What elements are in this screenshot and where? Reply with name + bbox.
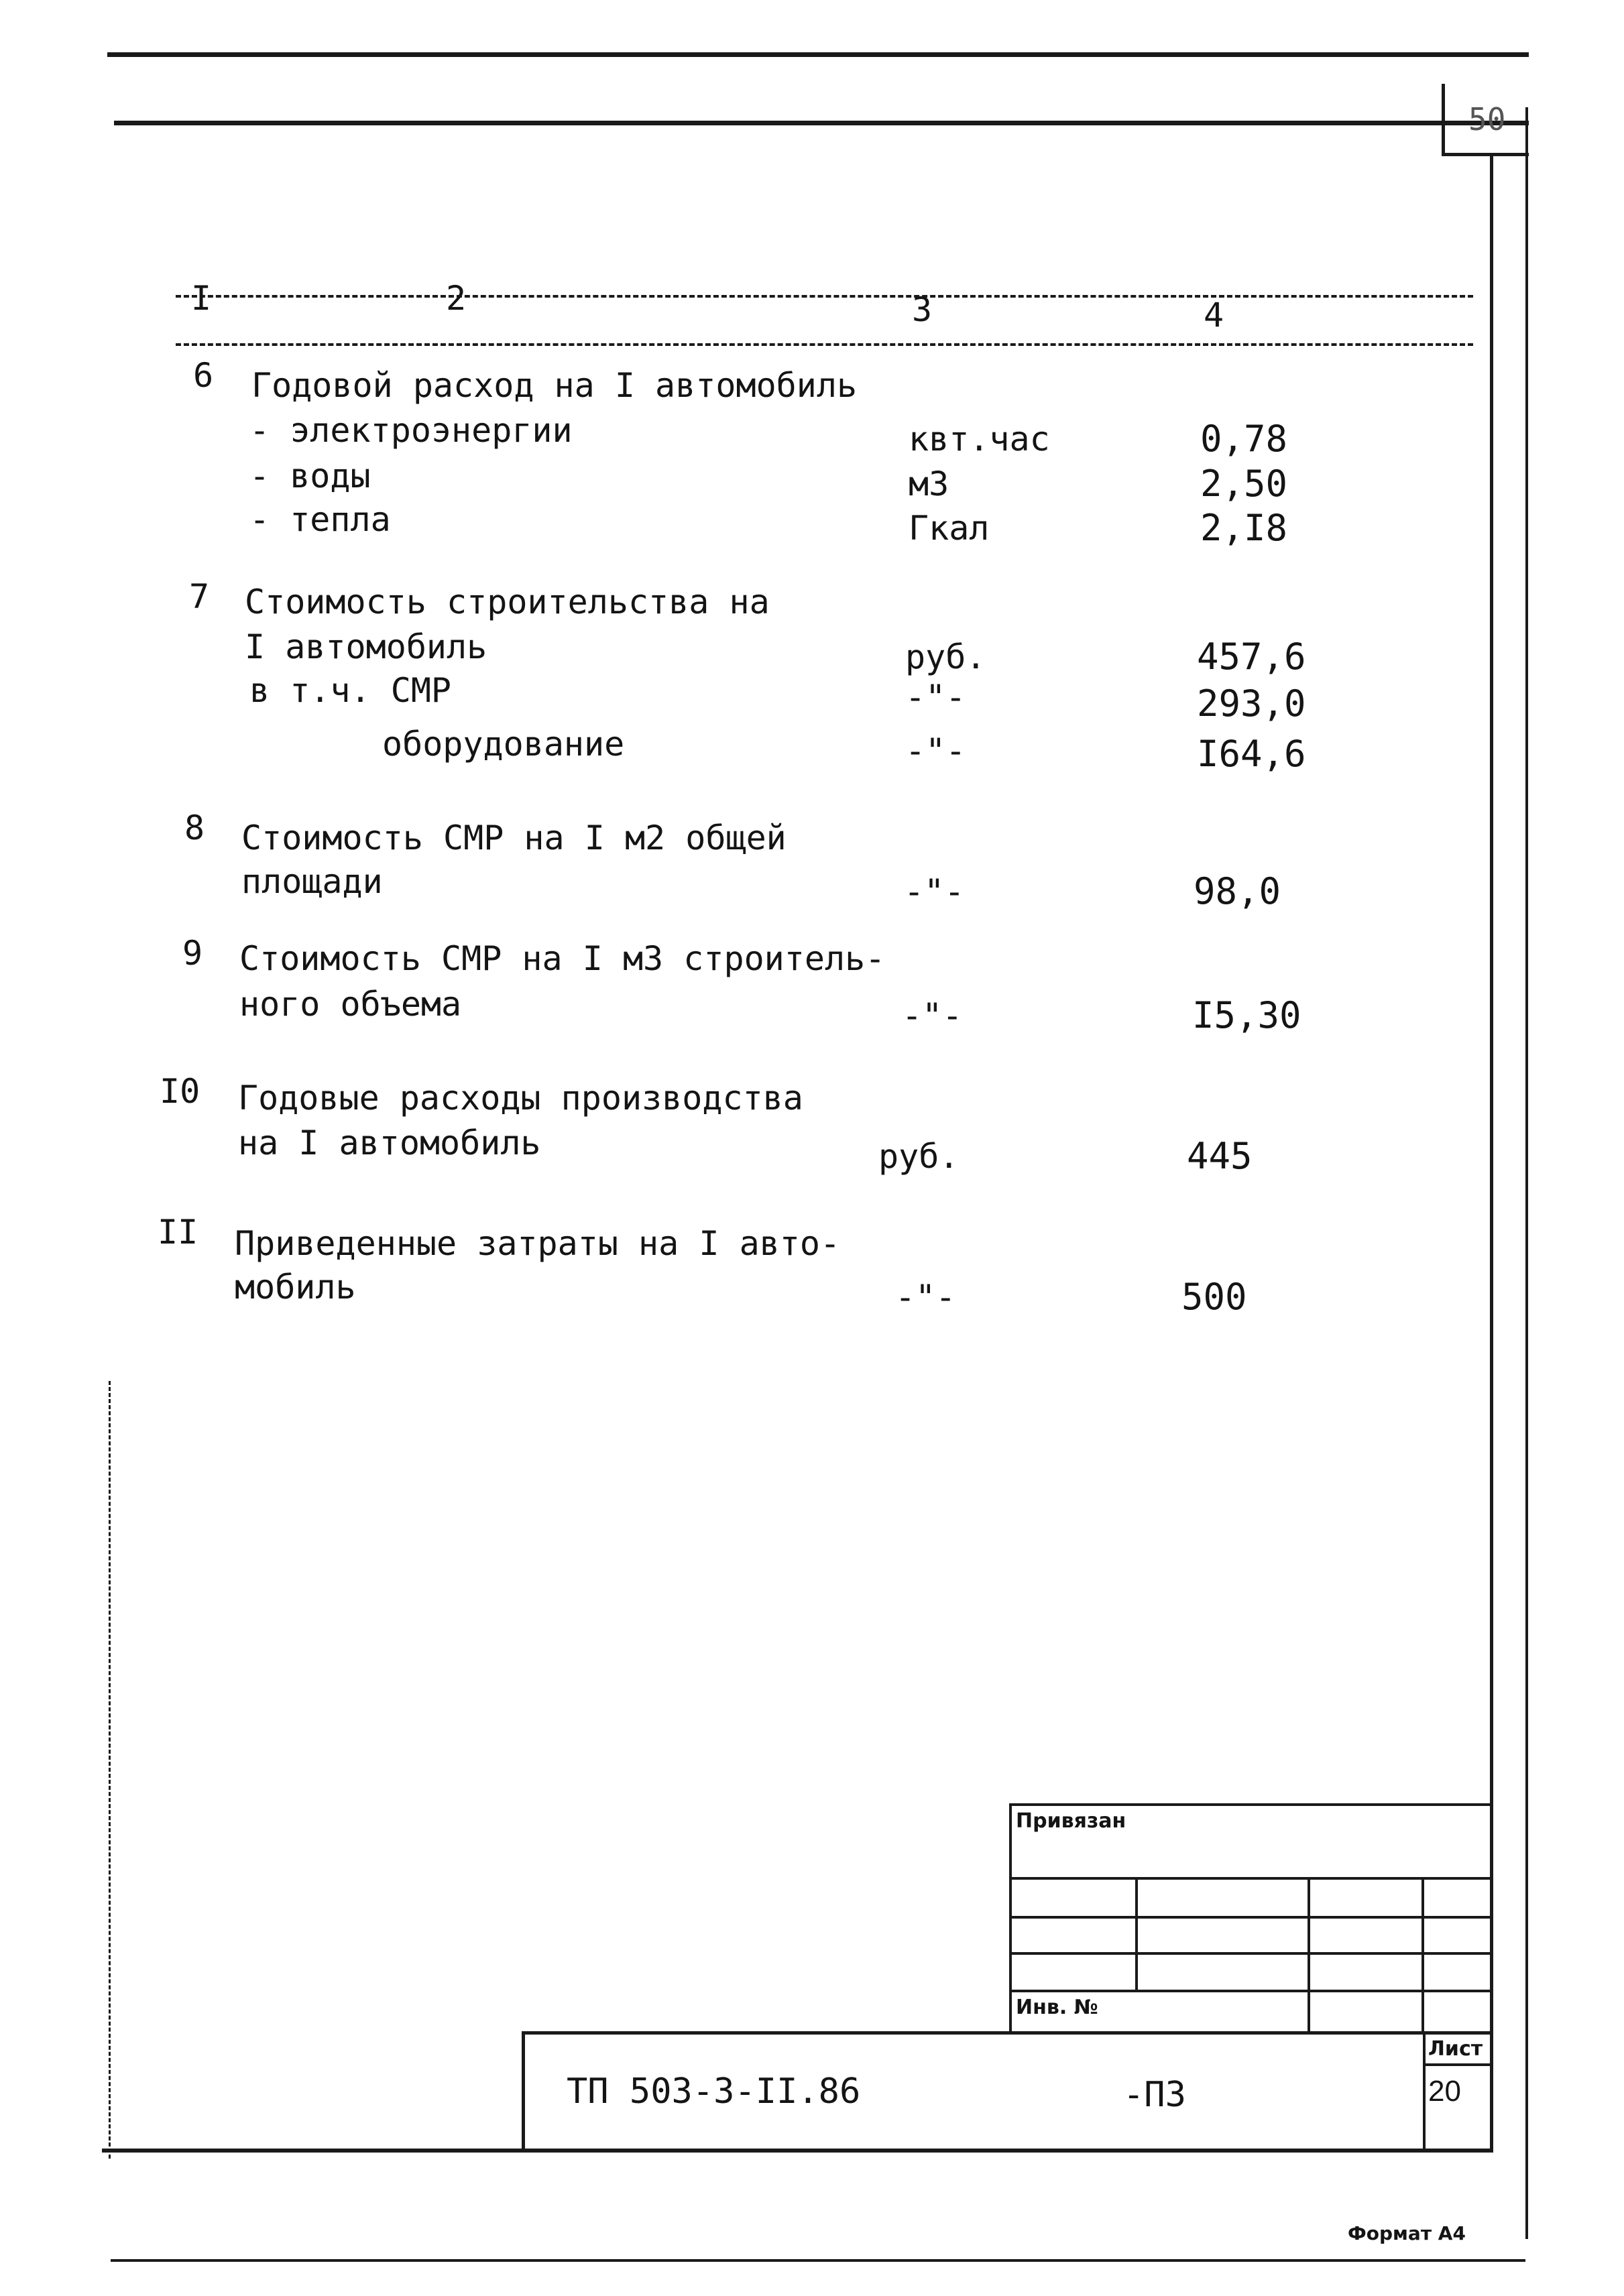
- row-8-number: 8: [184, 808, 205, 847]
- stamp-grid-col-3: [1422, 1877, 1424, 2031]
- stamp-sheet-divider: [1423, 2063, 1492, 2066]
- row-11-title-line1: Приведенные затраты на I авто-: [235, 1224, 841, 1263]
- stamp-grid-col-1: [1135, 1877, 1138, 1990]
- sheet-number: 20: [1428, 2075, 1461, 2108]
- row-8-unit: -"-: [904, 872, 965, 911]
- row-11-number: II: [158, 1213, 198, 1252]
- row-9-title-line2: ного объема: [239, 985, 462, 1024]
- row-7a-value: 293,0: [1197, 682, 1306, 725]
- stamp-grid-line-4: [1009, 1990, 1492, 1992]
- col-header-2: 2: [446, 279, 467, 318]
- row-8-value: 98,0: [1194, 870, 1281, 912]
- top-border-line: [107, 52, 1529, 57]
- row-10-title-line1: Годовые расходы производства: [238, 1079, 803, 1117]
- row-7b-value: I64,6: [1197, 733, 1306, 775]
- stamp-grid-line-1: [1009, 1877, 1492, 1880]
- row-10-number: I0: [160, 1072, 200, 1111]
- header-border-line: [114, 121, 1529, 125]
- row-9-unit: -"-: [902, 996, 963, 1035]
- row-7b-unit: -"-: [905, 731, 966, 770]
- stamp-grid-line-2: [1009, 1916, 1492, 1919]
- col-header-3: 3: [912, 290, 933, 329]
- page-bottom-line: [111, 2259, 1525, 2262]
- outer-right-line: [1525, 107, 1528, 2239]
- inv-number-label: Инв. №: [1016, 1996, 1098, 2019]
- stamp-main-left-line: [522, 2031, 525, 2152]
- row-6b-unit: м3: [909, 465, 949, 503]
- format-label: Формат А4: [1348, 2222, 1466, 2244]
- table-header-bottom-line: [176, 343, 1473, 346]
- row-8-title-line2: площади: [241, 862, 383, 901]
- document-section: -ПЗ: [1123, 2075, 1186, 2115]
- row-7-value: 457,6: [1197, 636, 1306, 678]
- frame-left-line: [109, 1381, 111, 2159]
- row-6b-label: - воды: [249, 457, 371, 495]
- row-11-value: 500: [1181, 1276, 1247, 1318]
- row-6-number: 6: [193, 356, 214, 395]
- stamp-top-line: [1009, 1803, 1492, 1806]
- frame-right-line: [1490, 154, 1493, 2152]
- row-7a-unit: -"-: [905, 678, 966, 717]
- row-6a-unit: квт.час: [909, 420, 1050, 459]
- col-header-4: 4: [1204, 296, 1224, 335]
- row-11-unit: -"-: [895, 1278, 956, 1317]
- row-6c-value: 2,I8: [1200, 507, 1288, 549]
- row-7b-label: оборудование: [382, 725, 625, 764]
- table-header-top-line: [176, 295, 1473, 298]
- stamp-sheet-left-line: [1423, 2031, 1426, 2152]
- page-number: 50: [1468, 101, 1506, 137]
- row-6a-label: - электроэнергии: [249, 411, 573, 450]
- stamp-grid-line-3: [1009, 1952, 1492, 1955]
- row-9-number: 9: [182, 934, 203, 973]
- row-6a-value: 0,78: [1200, 418, 1288, 460]
- row-7a-label: в т.ч. СМР: [249, 671, 452, 710]
- row-6-title: Годовой расход на I автомобиль: [251, 366, 858, 405]
- row-7-title-line1: Стоимость строительства на: [245, 583, 770, 621]
- privyazan-label: Привязан: [1016, 1809, 1126, 1833]
- row-10-value: 445: [1187, 1135, 1253, 1177]
- page-number-box-left: [1442, 84, 1445, 154]
- stamp-grid-col-2: [1308, 1877, 1310, 2031]
- row-9-title-line1: Стоимость СМР на I м3 строитель-: [239, 939, 886, 978]
- row-11-title-line2: мобиль: [235, 1268, 356, 1307]
- stamp-main-top-line: [522, 2031, 1492, 2035]
- row-6c-unit: Гкал: [909, 509, 990, 548]
- col-header-1: I: [191, 279, 212, 318]
- row-9-value: I5,30: [1192, 994, 1301, 1036]
- row-7-number: 7: [189, 577, 210, 616]
- row-8-title-line1: Стоимость СМР на I м2 общей: [241, 819, 787, 857]
- page-number-box-bottom: [1442, 153, 1529, 156]
- sheet-label: Лист: [1428, 2037, 1483, 2061]
- row-6c-label: - тепла: [249, 500, 391, 539]
- row-10-title-line2: на I автомобиль: [238, 1124, 541, 1162]
- frame-bottom-line: [102, 2149, 1493, 2153]
- row-7-unit: руб.: [905, 638, 986, 676]
- row-6b-value: 2,50: [1200, 463, 1288, 505]
- document-code: ТП 503-3-II.86: [567, 2071, 861, 2112]
- row-7-title-line2: I автомобиль: [245, 627, 487, 666]
- row-10-unit: руб.: [878, 1137, 960, 1176]
